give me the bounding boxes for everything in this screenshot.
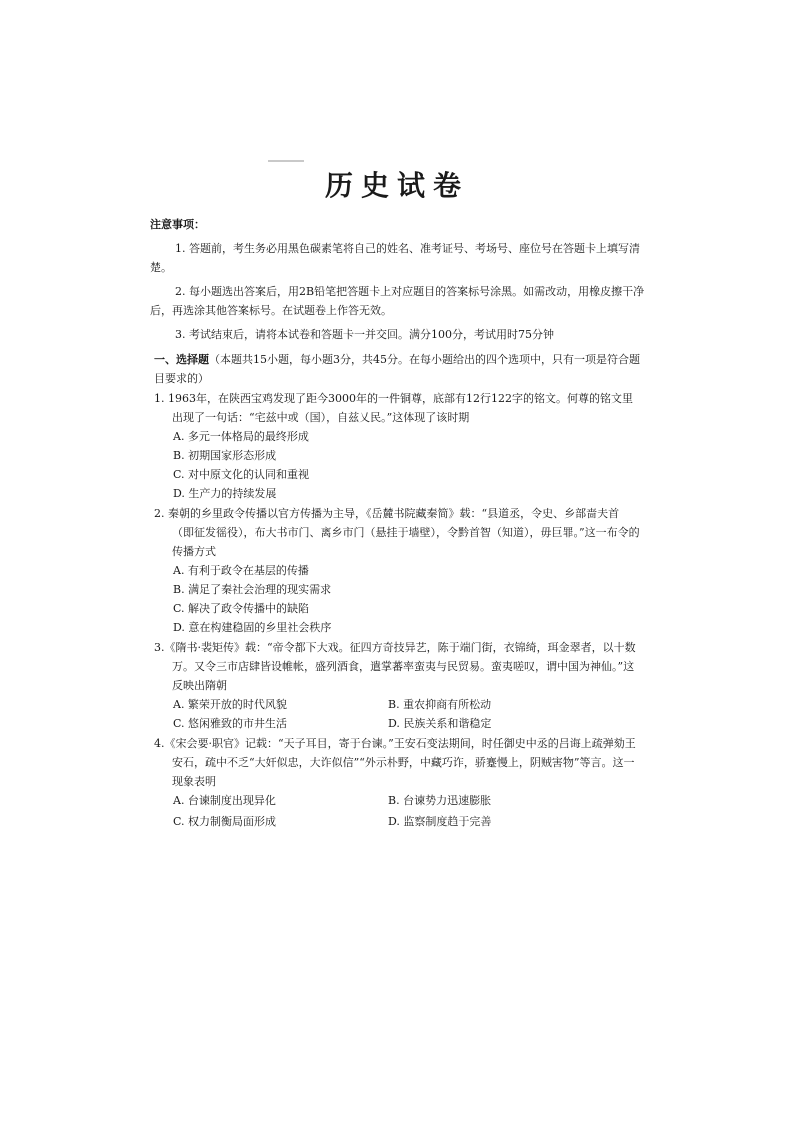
option-c: C. 解决了政令传播中的缺陷 [173, 602, 310, 615]
section-heading-label: 一、选择题 [154, 353, 209, 366]
notice-block [150, 216, 650, 344]
option-a: A. 繁荣开放的时代风貌 [173, 698, 287, 711]
question-1 [154, 389, 640, 503]
question-2 [154, 504, 640, 637]
notice-item: 2. 每小题选出答案后，用2B铅笔把答题卡上对应题目的答案标号涂黑。如需改动，用橡皮擦干净后，再选涂其他答案标号。在试题卷上作答无效。 [150, 285, 645, 317]
option-b: B. 满足了秦社会治理的现实需求 [173, 583, 332, 596]
option-d: D. 生产力的持续发展 [173, 487, 277, 500]
question-stem: 3.《隋书·裴矩传》载：“帝令都下大戏。征四方奇技异艺，陈于端门街，衣锦绮，珥金翠者，以十数万。又令三市店肆皆设帷帐，盛列酒食，遣掌蕃率蛮夷与民贸易。蛮夷嗟叹，谓中国为神仙。”这反映出隋朝 [154, 641, 636, 692]
option-b: B. 台谏势力迅速膨胀 [388, 794, 492, 807]
option-d: D. 监察制度趋于完善 [388, 815, 492, 828]
option-b: B. 初期国家形态形成 [173, 449, 277, 462]
option-c: C. 对中原文化的认同和重视 [173, 468, 310, 481]
section-heading-instructions: （本题共15小题，每小题3分，共45分。在每小题给出的四个选项中，只有一项是符合题目要求的） [154, 353, 640, 385]
section-heading [154, 350, 640, 388]
option-c: C. 悠闲雅致的市井生活 [173, 717, 288, 730]
option-a: A. 台谏制度出现异化 [173, 794, 276, 807]
option-d: D. 意在构建稳固的乡里社会秩序 [173, 621, 332, 634]
option-a: A. 有利于政令在基层的传播 [173, 564, 309, 577]
question-stem: 2. 秦朝的乡里政令传播以官方传播为主导，《岳麓书院藏秦简》载：“县道丞，令史、乡部啬夫首（即征发徭役），布大书市门、离乡市门（悬挂于墙壁），令黔首智（知道），毋巨罪。”这一布令的传播方式 [154, 507, 640, 558]
notice-item: 1. 答题前，考生务必用黑色碳素笔将自己的姓名、准考证号、考场号、座位号在答题卡上填写清楚。 [150, 242, 640, 274]
question-3 [154, 638, 640, 733]
scan-artifact-line [268, 160, 304, 162]
question-stem: 1. 1963年，在陕西宝鸡发现了距今3000年的一件铜尊，底部有12行122字的铭文。何尊的铭文里出现了一句话：“宅兹中或（国），自兹乂民。”这体现了该时期 [154, 392, 633, 424]
notice-heading: 注意事项： [150, 218, 205, 231]
notice-item: 3. 考试结束后，请将本试卷和答题卡一并交回。满分100分，考试用时75分钟 [175, 328, 554, 341]
question-4 [154, 734, 640, 831]
option-a: A. 多元一体格局的最终形成 [173, 430, 309, 443]
options-grid [154, 791, 640, 831]
option-d: D. 民族关系和谐稳定 [388, 717, 492, 730]
exam-title: 历史试卷 [324, 169, 469, 202]
option-b: B. 重农抑商有所松动 [388, 698, 492, 711]
option-c: C. 权力制衡局面形成 [173, 815, 277, 828]
multiple-choice-section [154, 350, 640, 831]
options-grid [154, 695, 640, 733]
question-stem: 4.《宋会要·职官》记载：“天子耳目，寄于台谏。”王安石变法期间，时任御史中丞的吕诲上疏弹劾王安石，疏中不乏“大奸似忠，大诈似信”“外示朴野，中藏巧诈，骄蹇慢上，阴贼害物”等言。这一现象表明 [154, 737, 636, 788]
